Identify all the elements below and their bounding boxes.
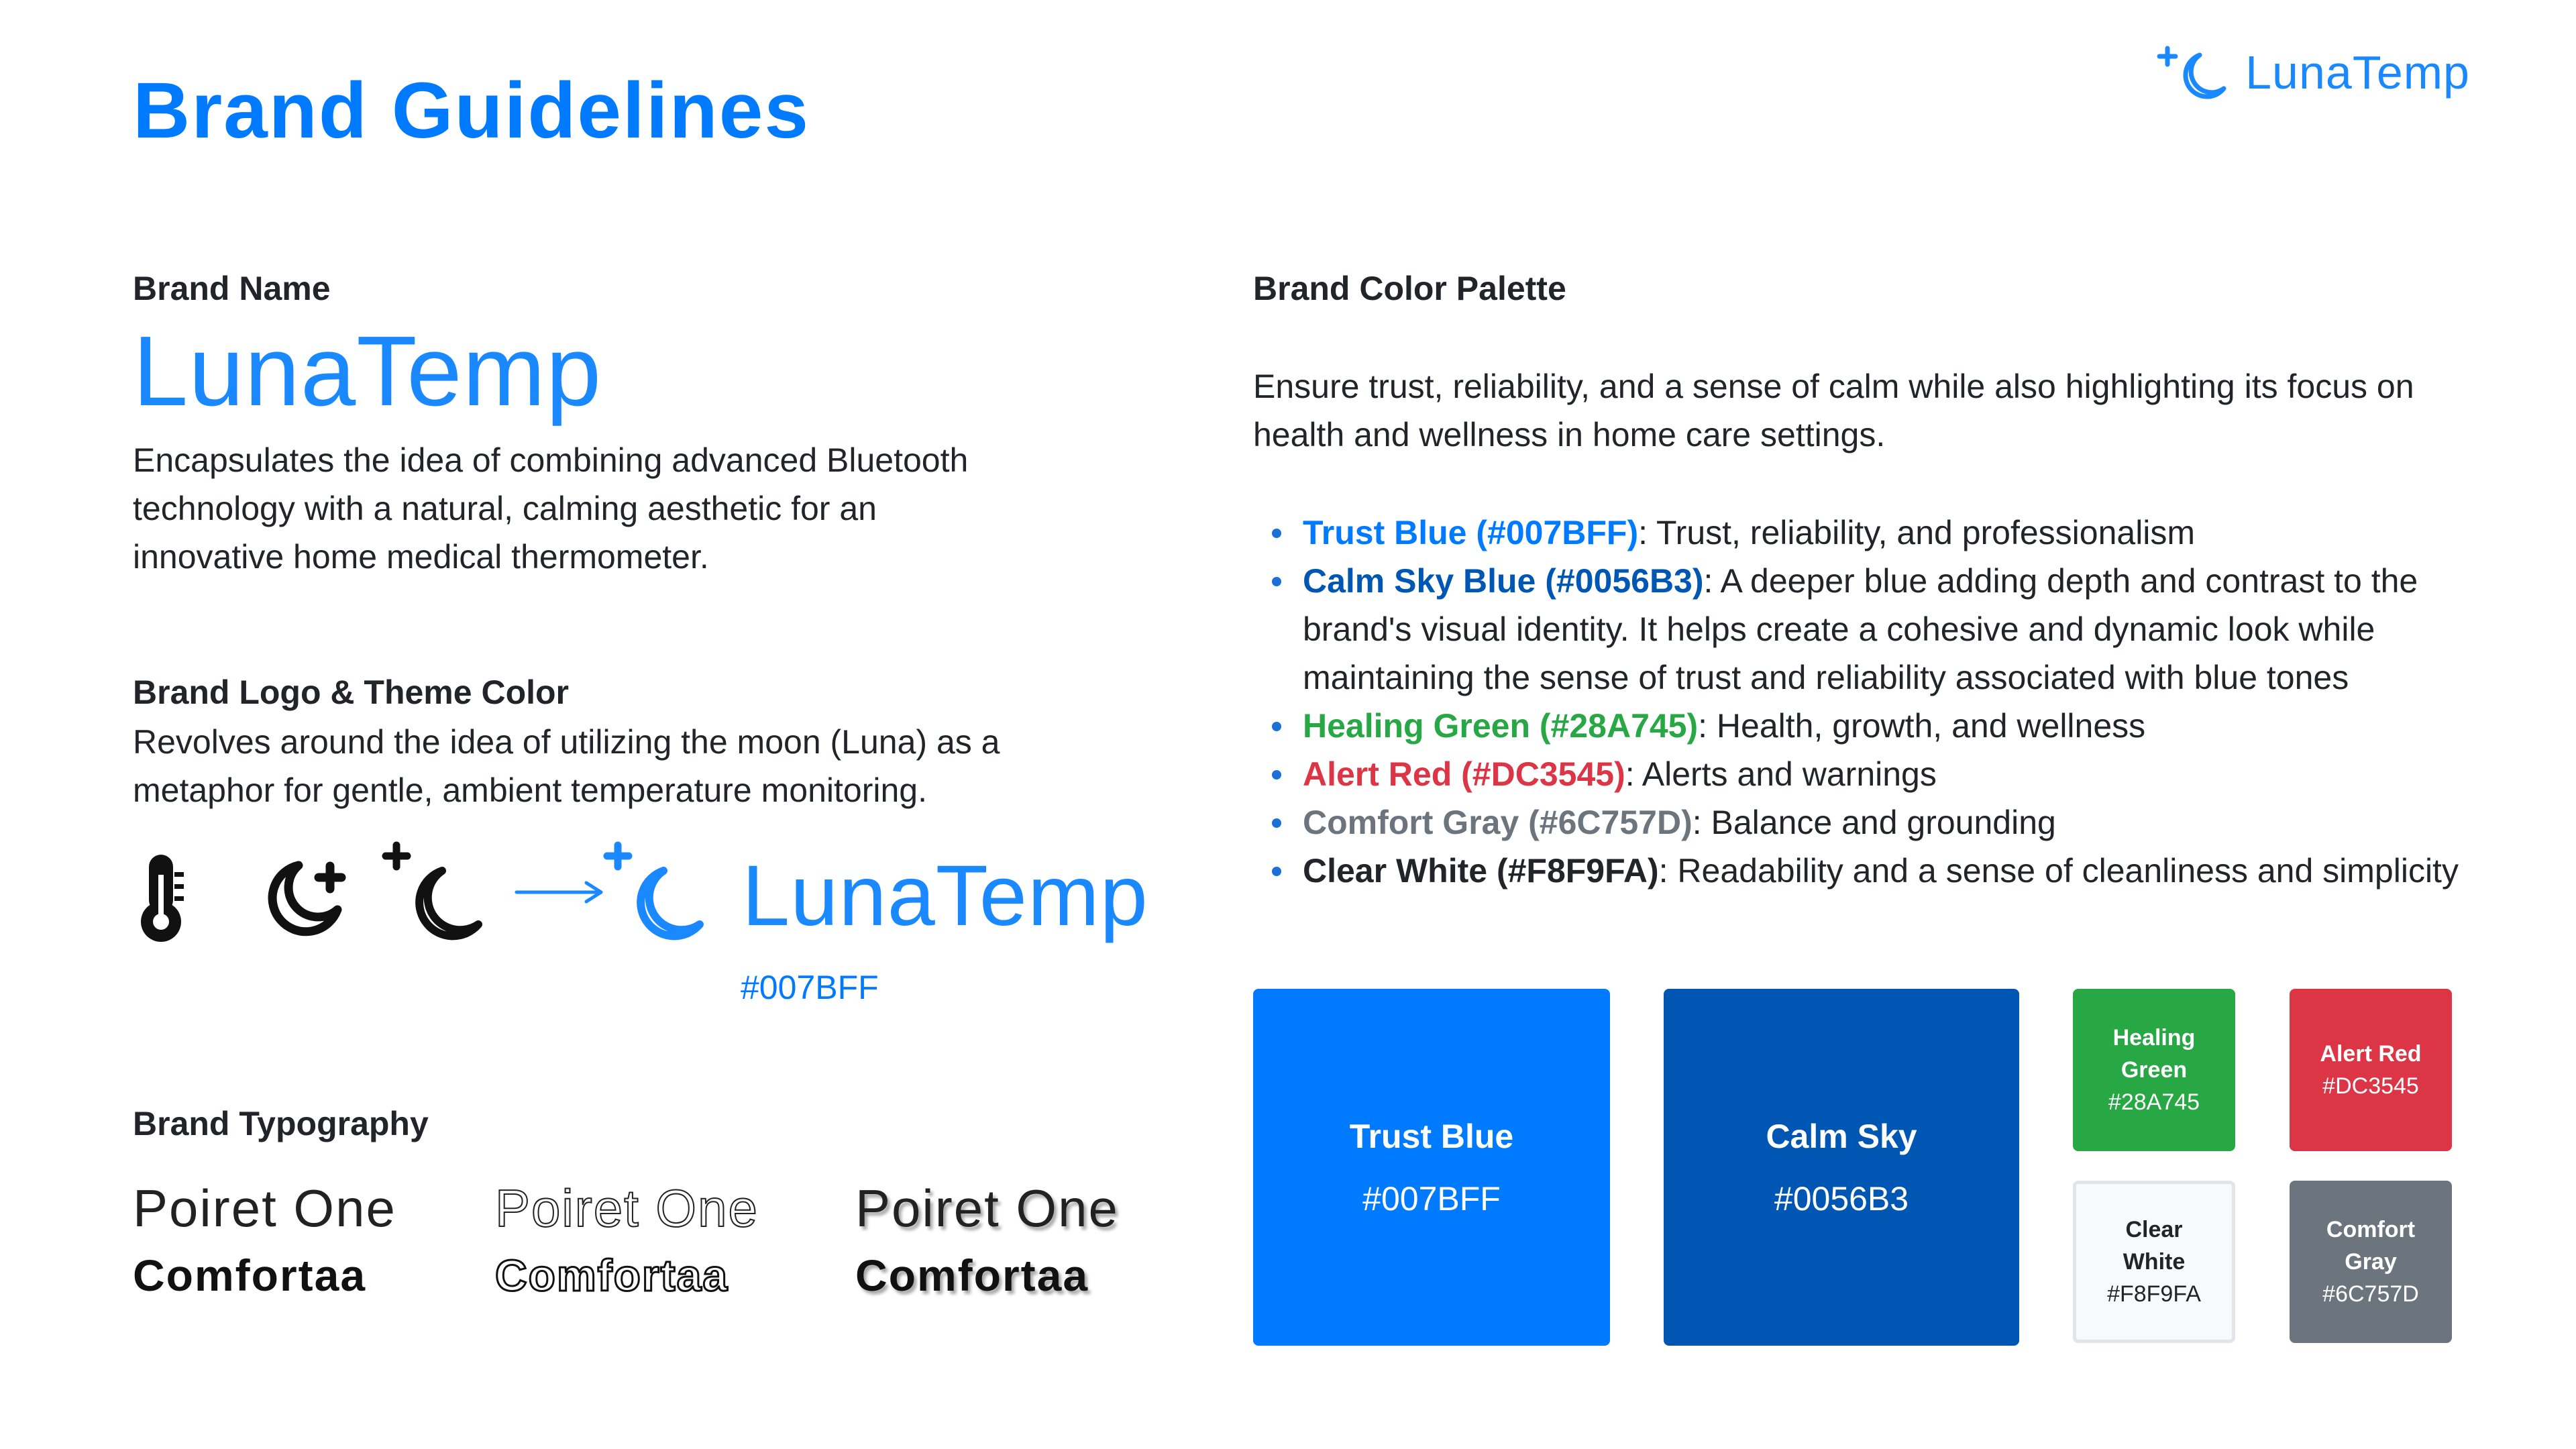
color-description: : A deeper blue adding depth and contrast to the brand's visual identity. It helps create a cohesive and dynamic look while maintaining the sense of trust and reliability associated with blue tones [1303,562,2418,696]
brand-wordmark: LunaTemp [133,316,602,427]
header-logo-text: LunaTemp [2245,46,2470,99]
bullet [1272,529,1281,538]
typography-sample-plain [133,1179,396,1300]
typography-display-font: Poiret One [495,1179,759,1238]
swatch-name: Healing Green [2112,1025,2196,1083]
swatch-name: Calm Sky [1766,1118,1917,1155]
color-description: : Balance and grounding [1692,804,2056,841]
swatch-hex: #0056B3 [1774,1180,1909,1218]
swatch-name: Clear White [2123,1217,2186,1275]
typography-display-font: Poiret One [133,1179,396,1238]
header-logo[interactable] [2153,42,2470,103]
swatch-hex: #DC3545 [2322,1073,2419,1099]
brand-name-heading: Brand Name [133,270,331,307]
palette-heading: Brand Color Palette [1253,270,1566,307]
typography-sample-shadow [855,1179,1119,1300]
color-name: Healing Green (#28A745) [1303,707,1699,745]
logo-evolution [133,839,1148,959]
swatch-healing-green [2073,989,2235,1151]
swatch-trust-blue [1253,989,1610,1346]
moon-plus-icon [257,852,351,946]
logo-wordmark: LunaTemp [742,848,1148,944]
swatch-alert-red [2290,989,2452,1151]
color-description: : Health, growth, and wellness [1698,707,2146,745]
color-description: : Readability and a sense of cleanliness and simplicity [1658,852,2459,890]
list-item [1253,557,2481,702]
color-name: Trust Blue (#007BFF) [1303,514,1639,551]
color-name: Comfort Gray (#6C757D) [1303,804,1693,841]
swatch-comfort-gray [2290,1181,2452,1343]
list-item [1253,847,2481,895]
swatch-hex: #F8F9FA [2107,1281,2201,1307]
theme-color-hex: #007BFF [741,969,879,1006]
swatch-name: Alert Red [2320,1041,2422,1067]
color-name: Calm Sky Blue (#0056B3) [1303,562,1704,600]
bullet [1272,818,1281,828]
sparkle-moon-icon [2153,42,2236,103]
thermometer-moon-icon [140,852,233,946]
list-item [1253,508,2481,557]
typography-sample-outline [495,1179,759,1300]
color-description: : Trust, reliability, and professionalism [1638,514,2196,551]
palette-intro: Ensure trust, reliability, and a sense of calm while also highlighting its focus on health and wellness in home care settings. [1253,368,2414,453]
swatch-hex: #007BFF [1362,1180,1501,1218]
sparkle-moon-icon [378,839,498,953]
swatch-hex: #6C757D [2322,1281,2419,1307]
bullet [1272,770,1281,780]
swatch-name: Trust Blue [1349,1118,1514,1155]
brand-name-description: Encapsulates the idea of combining advanced Bluetooth technology with a natural, calming aesthetic for an innovative home medical thermometer. [133,441,969,576]
color-list [1253,508,2481,895]
bullet [1272,867,1281,876]
typography-display-font: Poiret One [855,1179,1119,1238]
swatch-calm-sky [1664,989,2019,1346]
arrow-right-icon [514,879,608,906]
brand-logo-heading: Brand Logo & Theme Color [133,674,569,711]
list-item [1253,750,2481,798]
list-item [1253,702,2481,750]
color-name: Clear White (#F8F9FA) [1303,852,1659,890]
typography-body-font: Comfortaa [855,1250,1089,1300]
bullet [1272,722,1281,731]
page-title: Brand Guidelines [133,66,810,155]
color-description: : Alerts and warnings [1625,755,1937,793]
color-name: Alert Red (#DC3545) [1303,755,1625,793]
typography-body-font: Comfortaa [133,1250,367,1300]
sparkle-moon-blue-icon [599,839,720,953]
typography-heading: Brand Typography [133,1105,429,1142]
list-item [1253,798,2481,847]
bullet [1272,577,1281,586]
swatch-clear-white [2073,1181,2235,1343]
brand-logo-description: Revolves around the idea of utilizing the moon (Luna) as a metaphor for gentle, ambient temperature monitoring. [133,723,1000,809]
typography-body-font: Comfortaa [495,1250,729,1300]
swatch-hex: #28A745 [2108,1089,2200,1115]
swatch-name: Comfort Gray [2326,1217,2416,1275]
